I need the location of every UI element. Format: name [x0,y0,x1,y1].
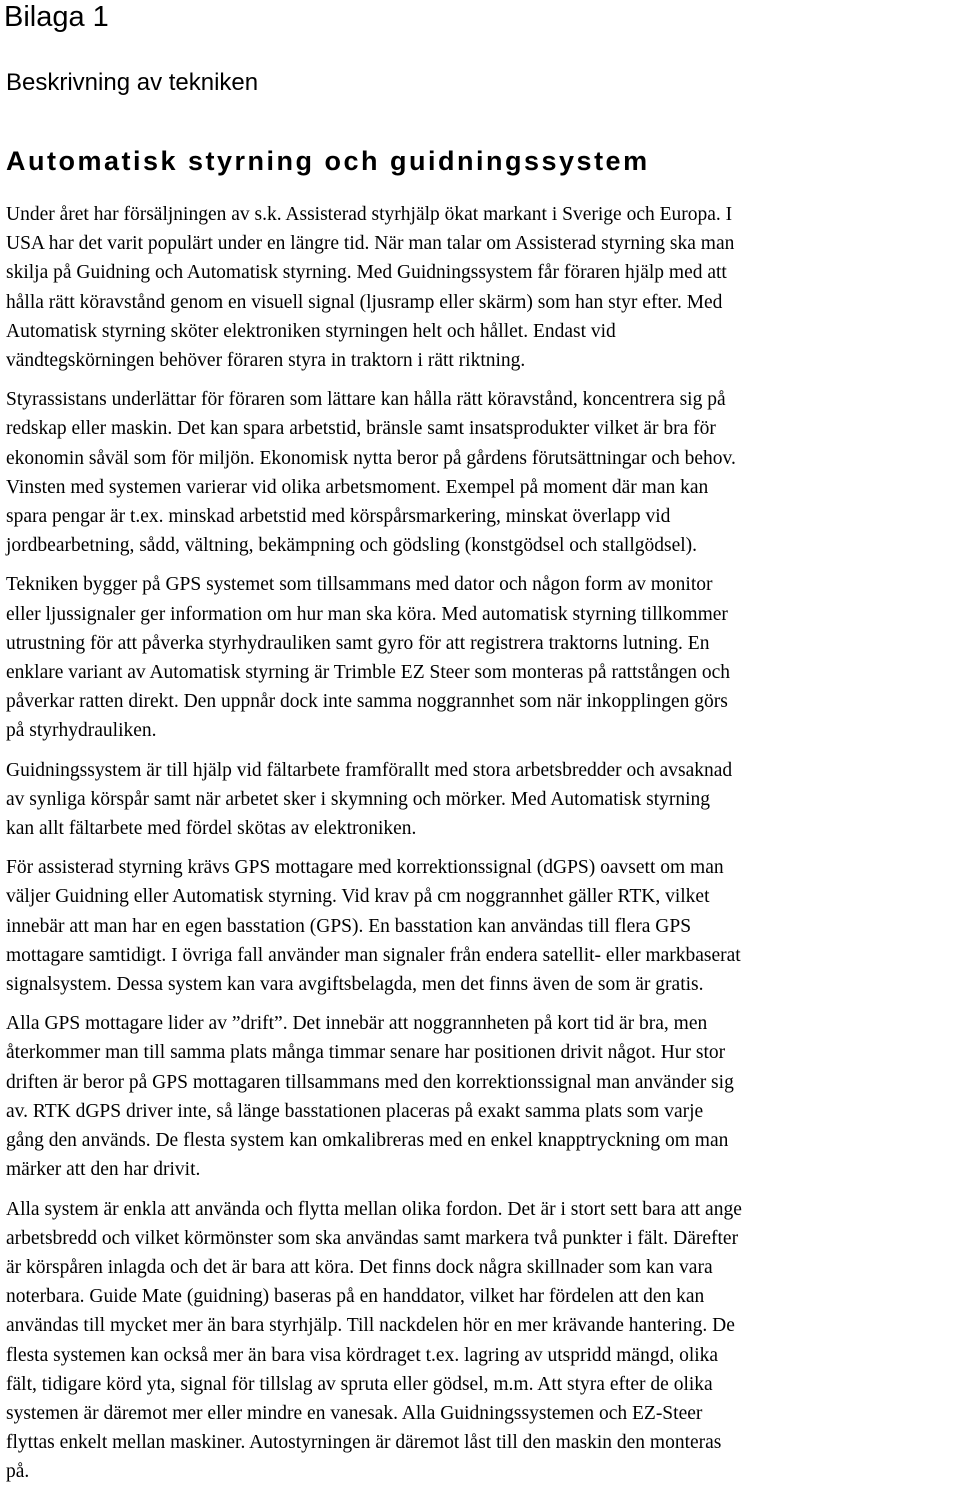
text-line: fält, tidigare körd yta, signal för tillslag av spruta eller gödsel, m.m. Att styra efter de olika [6,1373,713,1395]
text-line: ekonomin såväl som för miljön. Ekonomisk nytta beror på gårdens förutsättningar och behov. [6,447,736,469]
text-line: Vinsten med systemen varierar vid olika arbetsmoment. Exempel på moment där man kan [6,476,709,498]
appendix-heading: Bilaga 1 [4,1,109,33]
text-line: av. RTK dGPS driver inte, så länge basstationen placeras på exakt samma plats som varje [6,1100,704,1122]
text-line: redskap eller maskin. Det kan spara arbetstid, bränsle samt insatsprodukter vilket är bra för [6,418,716,440]
text-line: spara pengar är t.ex. minskad arbetstid med körspårsmarkering, minskat överlapp vid [6,506,671,528]
document-title: Automatisk styrning och guidningssystem [6,146,650,176]
text-line: noterbara. Guide Mate (guidning) baseras på en handdator, vilket har fördelen att den kan [6,1286,705,1308]
text-line: utrustning för att påverka styrhydrauliken samt gyro för att registrera traktorns lutning. En [6,632,710,654]
text-line: Automatisk styrning sköter elektroniken styrningen helt och hållet. Endast vid [6,320,616,342]
text-line: systemen är däremot mer eller mindre en vanesak. Alla Guidningssystemen och EZ-Steer [6,1402,703,1424]
text-line: jordbearbetning, sådd, vältning, bekämpning och gödsling (konstgödsel och stallgödsel). [6,535,698,557]
text-line: eller ljussignaler ger information om hur man ska köra. Med automatisk styrning tillkommer [6,603,728,625]
text-line: enklare variant av Automatisk styrning är Trimble EZ Steer som monteras på rattstången och [6,662,731,684]
text-line: gång den används. De flesta system kan omkalibreras med en enkel knapptryckning om man [6,1130,729,1152]
paragraph [6,200,960,375]
text-line: mottagare samtidigt. I övriga fall använder man signaler från endera satellit- eller markbaserat [6,944,741,966]
text-line: Alla GPS mottagare lider av ”drift”. Det innebär att noggrannheten på kort tid är bra, men [6,1013,708,1035]
paragraph [6,756,960,844]
paragraph [6,385,960,560]
text-line: återkommer man till samma plats många timmar senare har positionen drivit något. Hur stor [6,1042,726,1064]
text-line: påverkar ratten direkt. Den uppnår dock inte samma noggrannhet som när inkopplingen görs [6,691,728,713]
text-line: är körspåren inlagda och det är bara att köra. Det finns dock några skillnader som kan vara [6,1256,713,1278]
body-text [6,200,960,1497]
section-subtitle: Beskrivning av tekniken [6,69,259,96]
text-line: Styrassistans underlättar för föraren som lättare kan hålla rätt köravstånd, koncentrera sig på [6,389,726,411]
text-line: skilja på Guidning och Automatisk styrning. Med Guidningssystem får föraren hjälp med att [6,262,727,284]
text-line: driften är beror på GPS mottagaren tillsammans med den korrektionssignal man använder sig [6,1071,734,1093]
text-line: märker att den har drivit. [6,1159,201,1181]
text-line: vändtegskörningen behöver föraren styra in traktorn i rätt riktning. [6,350,526,372]
paragraph [6,1195,960,1487]
text-line: på styrhydrauliken. [6,720,157,742]
paragraph [6,1009,960,1184]
text-line: av synliga körspår samt när arbetet sker i skymning och mörker. Med Automatisk styrning [6,788,711,810]
text-line: flyttas enkelt mellan maskiner. Autostyrningen är däremot låst till den maskin den monteras [6,1432,722,1454]
text-line: Alla system är enkla att använda och flytta mellan olika fordon. Det är i stort sett bara att ange [6,1198,742,1220]
text-line: Under året har försäljningen av s.k. Assisterad styrhjälp ökat markant i Sverige och Europa. I [6,204,733,225]
text-line: väljer Guidning eller Automatisk styrning. Vid krav på cm noggrannhet gäller RTK, vilket [6,886,710,908]
paragraph [6,570,960,745]
text-line: Guidningssystem är till hjälp vid fältarbete framförallt med stora arbetsbredder och avsaknad [6,759,733,781]
text-line: flesta systemen kan också mer än bara visa kördraget t.ex. lagring av utspridd mängd, olika [6,1344,719,1366]
text-line: USA har det varit populärt under en längre tid. När man talar om Assisterad styrning ska man [6,233,735,255]
text-line: kan allt fältarbete med fördel skötas av elektroniken. [6,818,417,840]
text-line: signalsystem. Dessa system kan vara avgiftsbelagda, men det finns även de som är gratis. [6,974,704,996]
text-line: Tekniken bygger på GPS systemet som tillsammans med dator och någon form av monitor [6,574,713,596]
text-line: arbetsbredd och vilket körmönster som ska användas samt markera två punkter i fält. Därefter [6,1227,739,1249]
text-line: användas till mycket mer än bara styrhjälp. Till nackdelen hör en mer krävande hantering. De [6,1315,735,1337]
paragraph [6,853,960,999]
text-line: För assisterad styrning krävs GPS mottagare med korrektionssignal (dGPS) oavsett om man [6,857,724,879]
text-line: innebär att man har en egen basstation (GPS). En basstation kan användas till flera GPS [6,915,692,937]
text-line: på. [6,1461,30,1483]
text-line: hålla rätt köravstånd genom en visuell signal (ljusramp eller skärm) som han styr efter. Med [6,291,723,313]
